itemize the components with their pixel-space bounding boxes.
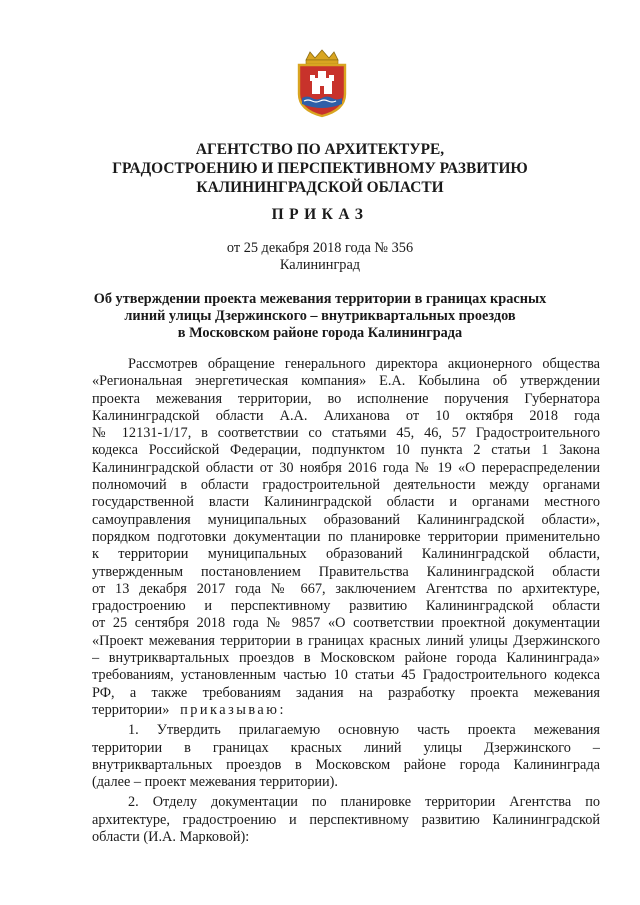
- text-line: от 13 декабря 2017 года № 667, заключением Агентства по архитектуре,: [92, 580, 600, 597]
- organization-name: [80, 140, 560, 197]
- text-line: 1. Утвердить прилагаемую основную часть проекта межевания: [128, 722, 600, 739]
- text-line: проекта межевания территории, во исполнение поручения Губернатора: [92, 390, 600, 407]
- text-line: территории в границах красных линий улицы Дзержинского –: [92, 739, 600, 756]
- clause-1-paragraph: [92, 722, 600, 791]
- organization-line: ГРАДОСТРОЕНИЮ И ПЕРСПЕКТИВНОМУ РАЗВИТИЮ: [112, 160, 528, 177]
- text-line: градостроению и перспективному развитию Калининградской области: [92, 598, 600, 615]
- text-line: «Региональная энергетическая компания» Е.А. Кобылина об утверждении: [92, 373, 600, 390]
- document-city: Калининград: [279, 257, 361, 273]
- text-line: внутриквартальных проездов в Московском районе города Калининграда: [92, 756, 600, 773]
- subject-line: линий улицы Дзержинского – внутриквартальных проездов: [124, 308, 516, 324]
- text-line: от 25 сентября 2018 года № 9857 «О соответствии проектной документации: [92, 615, 600, 632]
- text-fragment: территории»: [92, 701, 170, 718]
- text-line: Калининградской области А.А. Алиханова от 10 октября 2018 года: [92, 407, 600, 424]
- clause-2-paragraph: [92, 794, 600, 846]
- text-line: порядком подготовки документации по планировке территории применительно: [92, 528, 600, 545]
- document-subject: [80, 291, 560, 342]
- document-type: ПРИКАЗ: [271, 206, 369, 223]
- text-line: – внутриквартальных проездов в Московском районе города Калининграда»: [92, 650, 600, 667]
- organization-line: АГЕНТСТВО ПО АРХИТЕКТУРЕ,: [195, 141, 445, 158]
- organization-line: КАЛИНИНГРАДСКОЙ ОБЛАСТИ: [196, 179, 444, 196]
- preamble-paragraph: [92, 356, 600, 719]
- text-line: 2. Отделу документации по планировке территории Агентства по: [128, 794, 600, 811]
- text-line: Рассмотрев обращение генерального директора акционерного общества: [128, 356, 600, 372]
- document-date: от 25 декабря 2018 года № 356: [226, 240, 414, 256]
- text-line: утвержденным постановлением Правительства Калининградской области: [92, 563, 600, 580]
- text-line: № 12131-1/17, в соответствии со статьями 45, 46, 57 Градостроительного: [92, 425, 600, 442]
- text-line: самоуправления муниципальных образований Калининградской области»,: [92, 511, 600, 528]
- order-word: приказываю:: [180, 701, 286, 718]
- text-line: РФ, а также требованиям задания на разработку проекта межевания: [92, 684, 600, 701]
- text-line: архитектуре, градостроению и перспективному развитию Калининградской: [92, 811, 600, 828]
- subject-line: Об утверждении проекта межевания территории в границах красных: [93, 291, 547, 307]
- document-body: [92, 356, 600, 849]
- text-line: области (И.А. Марковой):: [92, 829, 250, 846]
- text-line: «Проект межевания территории в границах красных линий улицы Дзержинского: [92, 632, 600, 649]
- subject-line: в Московском районе города Калининграда: [177, 325, 463, 341]
- text-line: государственной власти Калининградской области и органами местного: [92, 494, 600, 511]
- text-line: полномочий в области градостроительной деятельности между органами: [92, 477, 600, 494]
- text-line: (далее – проект межевания территории).: [92, 774, 338, 791]
- text-line: [92, 702, 600, 719]
- text-line: кодекса Российской Федерации, подпунктом 10 пункта 2 статьи 1 Закона: [92, 442, 600, 459]
- text-line: Калининградской области от 30 ноября 2016 года № 19 «О перераспределении: [92, 459, 600, 476]
- text-line: требованиям, установленным частью 10 статьи 45 Градостроительного кодекса: [92, 667, 600, 684]
- text-line: к территории муниципальных образований Калининградской области,: [92, 546, 600, 563]
- document-date-block: [80, 240, 560, 274]
- coat-of-arms-icon: [294, 48, 350, 118]
